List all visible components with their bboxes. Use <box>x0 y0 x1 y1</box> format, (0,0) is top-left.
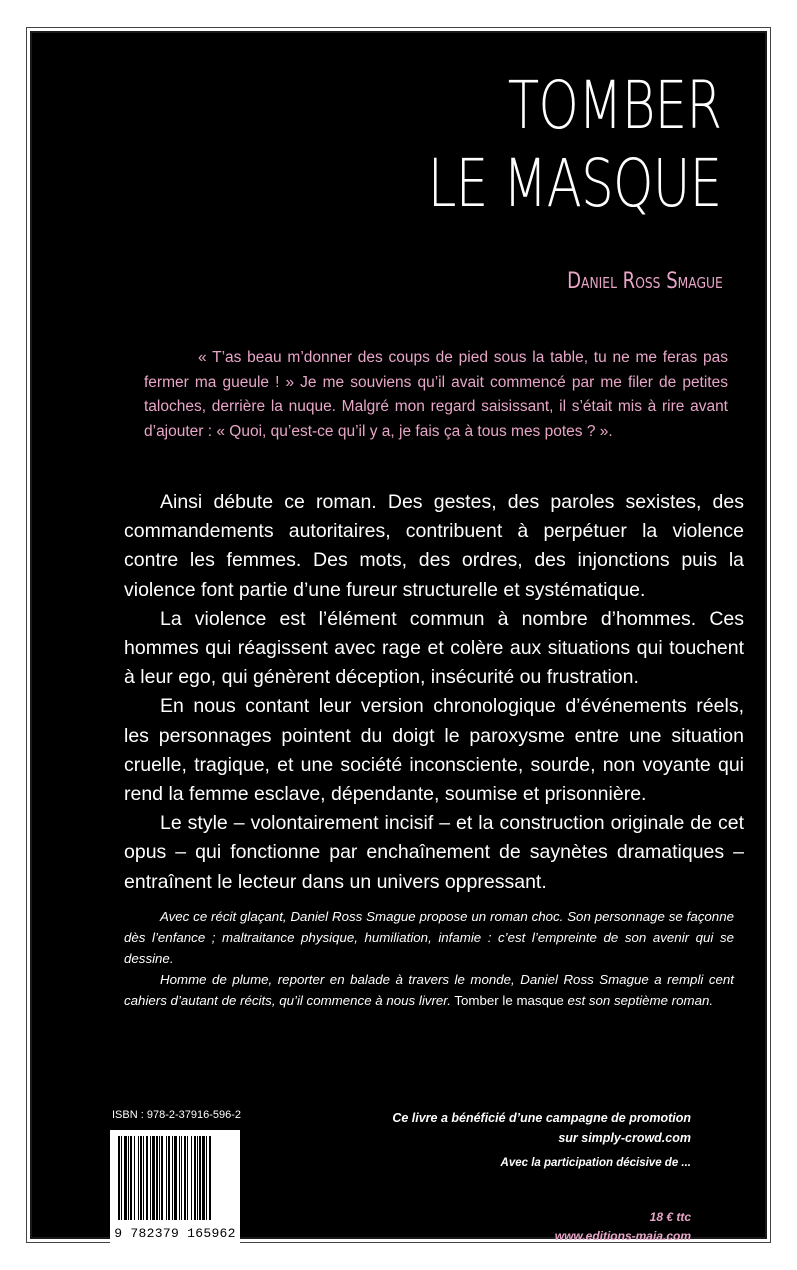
barcode-bar <box>152 1136 155 1220</box>
title-line-1: TOMBER <box>507 67 721 144</box>
barcode-bar <box>202 1136 205 1220</box>
note-start: Homme de plume, reporter en balade à travers le monde, Daniel Ross Smague a rempli cent cahiers d’autant de récits, qu’il commence à nous livrer. <box>124 972 734 1008</box>
barcode-bar <box>187 1136 188 1220</box>
barcode-number: 9 782379 165962 <box>114 1226 236 1241</box>
blurb <box>124 488 744 897</box>
barcode-bar <box>146 1136 148 1220</box>
barcode-bar <box>138 1136 139 1220</box>
barcode-bar <box>159 1136 160 1220</box>
barcode-bar <box>184 1136 186 1220</box>
author-note-paragraph-2 <box>124 969 734 1011</box>
author-name <box>567 269 723 294</box>
barcode-bar <box>124 1136 127 1220</box>
barcode-bar <box>161 1136 163 1220</box>
blurb-paragraph: Ainsi débute ce roman. Des gestes, des paroles sexistes, des commandements autoritaires, contribuent à perpétuer la violence contre les femmes. Des mots, des ordres, des injonctions puis la violence font partie d’une fureur structurelle et systématique. <box>124 491 744 601</box>
note-end: est son septième roman. <box>567 993 714 1008</box>
author-note <box>124 906 734 1011</box>
opening-quote: « T’as beau m’donner des coups de pied sous la table, tu ne me feras pas fermer ma gueule ! » Je me souviens qu’il avait commencé par me filer de petites taloches, derrière la nuque. Malgré mon regard saisissant, il s’était mis à rire avant d’ajouter : « Quoi, qu’est-ce qu’il y a, je fais ça à tous mes potes ? ». <box>144 349 728 440</box>
barcode-bar <box>174 1136 177 1220</box>
back-cover <box>30 31 767 1243</box>
note-book-title: Tomber le masque <box>450 993 568 1008</box>
barcode-bar <box>130 1136 132 1220</box>
title-line-2: LE MASQUE <box>427 145 721 222</box>
blurb-paragraph: En nous contant leur version chronologique d’événements réels, les personnages pointent du doigt le paroxysme entre une situation cruelle, tragique, et une société inconsciente, sourde, non voyante qui rend la femme esclave, dépendante, soumise et prisonnière. <box>124 695 744 806</box>
author-note-paragraph: Avec ce récit glaçant, Daniel Ross Smague propose un roman choc. Son personnage se façonne dès l’enfance ; maltraitance physique, humiliation, infamie : c’est l’empreinte de son avenir qui se dessine. <box>124 909 734 966</box>
blurb-paragraph: Le style – volontairement incisif – et la construction originale de cet opus – qui fonctionne par enchaînement de saynètes dramatiques – entraînent le lecteur dans un univers oppressant. <box>124 812 744 893</box>
blurb-paragraph: La violence est l’élément commun à nombre d’hommes. Ces hommes qui réagissent avec rage et colère aux situations qui touchent à leur ego, qui génèrent déception, insécurité ou frustration. <box>124 607 744 689</box>
barcode-bar <box>134 1136 135 1220</box>
promo-note <box>392 1108 691 1148</box>
barcode-bar <box>209 1136 211 1220</box>
barcode-bar <box>179 1136 180 1220</box>
barcode-bar <box>181 1136 182 1220</box>
isbn: ISBN : 978-2-37916-596-2 <box>112 1109 242 1121</box>
barcode-bar <box>150 1136 151 1220</box>
barcode-bar <box>143 1136 144 1220</box>
barcode-bar <box>166 1136 167 1220</box>
price: 18 € ttc <box>649 1210 691 1224</box>
barcode-bars <box>116 1136 234 1220</box>
barcode-bar <box>194 1136 196 1220</box>
barcode-bar <box>128 1136 129 1220</box>
barcode-bar <box>168 1136 170 1220</box>
partner-note: Avec la participation décisive de ... <box>500 1157 691 1169</box>
promo-line-2: sur simply-crowd.com <box>558 1131 691 1145</box>
barcode-bar <box>206 1136 207 1220</box>
barcode-bar <box>199 1136 201 1220</box>
barcode <box>110 1130 240 1244</box>
promo-line-1: Ce livre a bénéficié d’une campagne de promotion <box>392 1111 691 1125</box>
barcode-bar <box>172 1136 173 1220</box>
barcode-bar <box>121 1136 122 1220</box>
author-name-text: Daniel Ross Smague <box>567 269 723 294</box>
barcode-bar <box>118 1136 120 1220</box>
barcode-bar <box>156 1136 158 1220</box>
barcode-bar <box>197 1136 198 1220</box>
price-block <box>555 1208 691 1246</box>
barcode-bar <box>191 1136 192 1220</box>
publisher-website: www.editions-maia.com <box>554 1229 691 1243</box>
barcode-bar <box>140 1136 142 1220</box>
book-title <box>427 67 721 223</box>
